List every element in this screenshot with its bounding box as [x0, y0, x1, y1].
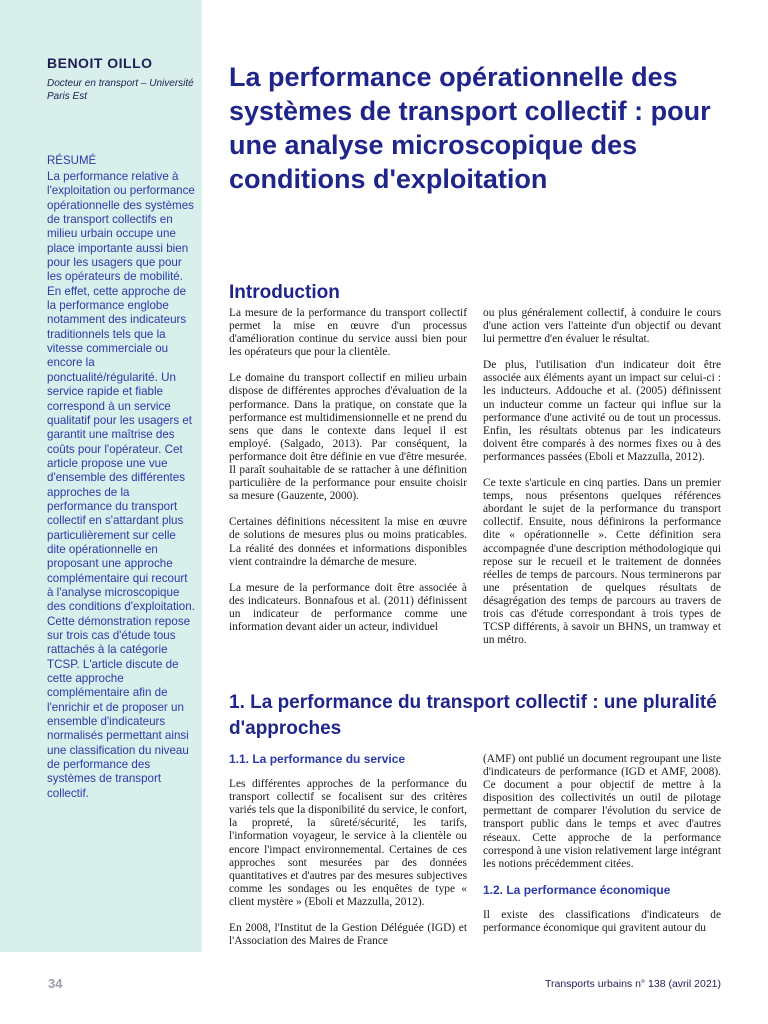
- page-number: 34: [48, 976, 63, 991]
- author-name: BENOIT OILLO: [47, 55, 153, 71]
- paragraph: (AMF) ont publié un document regroupant une liste d'indicateurs de performance (IGD et AMF, 2008). Ce document a pour objectif de mettre à la disposition des collectivités un outil de pilotage permettant de comparer l'évolution du service de transport public dans le temps et avec d'autres réseaux. Cette approche de la performance correspond à une vision relativement large intégrant les notions précédemment citées.: [483, 753, 721, 870]
- paragraph: La mesure de la performance du transport collectif permet la mise en œuvre d'un processus d'amélioration continue du service aussi bien pour les opérateurs que pour la clientèle.: [229, 307, 467, 359]
- subsection-1-2-heading: 1.2. La performance économique: [483, 882, 671, 897]
- section-1-column-2: [483, 753, 721, 948]
- section-1-heading: 1. La performance du transport collectif : une pluralité d'approches: [229, 692, 717, 739]
- intro-column-2: [483, 307, 721, 660]
- paragraph: Il existe des classifications d'indicateurs de performance économique qui gravitent autour du: [483, 908, 721, 935]
- paragraph: La mesure de la performance doit être associée à des indicateurs. Bonnafous et al. (2011) définissent un indicateur de performance comme une information devant aider un acteur, individuel: [229, 581, 467, 633]
- intro-heading: Introduction: [229, 282, 340, 303]
- abstract-sidebar: [0, 0, 202, 952]
- abstract-text: La performance relative à l'exploitation ou performance opérationnelle des systèmes de transport collectifs en milieu urbain occupe une place importante aussi bien pour les usagers que pour les opérateurs de mobilité. En effet, cette approche de la performance englobe notamment des indicateurs traditionnels tels que la vitesse commerciale ou encore la ponctualité/régularité. Un service rapide et fiable correspond à un service qualitatif pour les usagers et garantit une maîtrise des coûts pour l'opérateur. Cet article propose une vue d'ensemble des différentes approches de la performance du transport collectif en s'attardant plus particulièrement sur celle dite opérationnelle en proposant une approche complémentaire qui recourt à l'analyse microscopique des conditions d'exploitation. Cette démonstration repose sur trois cas d'étude tous rattachés à la catégorie TCSP. L'article discute de cette approche complémentaire afin de l'enrichir et de proposer un ensemble d'indicateurs normalisés permettant ainsi une classification du niveau de performance des systèmes de transport collectif.: [47, 170, 195, 800]
- paragraph: Le domaine du transport collectif en milieu urbain dispose de différentes approches d'évaluation de la performance. Dans la pratique, on constate que la performance est multidimensionnelle et ne prend du sens que dans le contexte dans lequel il est employé. (Salgado, 2013). Par conséquent, la performance doit être définie en vue d'être mesurée. Il paraît souhaitable de se rattacher à une définition particulière de la performance pour ensuite choisir sa mesure (Gauzente, 2000).: [229, 372, 467, 503]
- author-affiliation: Docteur en transport – Université Paris Est: [47, 78, 194, 102]
- section-1-column-1: [229, 753, 467, 961]
- paragraph: De plus, l'utilisation d'un indicateur doit être associée aux éléments ayant un impact sur celui-ci : les inducteurs. Addouche et al. (2005) définissent un inducteur comme un facteur qui influe sur la performance d'une activité ou de tout un processus. Enfin, les résultats obtenus par les indicateurs doivent être comparés à des normes fixes ou à des performances passées (Eboli et Mazzulla, 2012).: [483, 359, 721, 463]
- journal-reference: Transports urbains n° 138 (avril 2021): [545, 978, 721, 990]
- paragraph: ou plus généralement collectif, à conduire le cours d'une action vers l'atteinte d'un objectif ou devant lui permettre d'en évaluer le résultat.: [483, 307, 721, 346]
- subsection-1-1-heading: 1.1. La performance du service: [229, 752, 406, 766]
- article-title: La performance opérationnelle des systèmes de transport collectif : pour une analyse microscopique des conditions d'exploitation: [229, 62, 711, 194]
- paragraph: Les différentes approches de la performance du transport collectif se focalisent sur des critères variés tels que la disponibilité du service, le confort, la propreté, la sûreté/sécurité, les tarifs, l'information voyageur, le service à la clientèle ou encore l'impact environnemental. Certaines de ces approches sont mesurées par des données quantitatives et d'autres par des mesures subjectives comme les sondages ou les enquêtes de type « client mystère » (Eboli et Mazzulla, 2012).: [229, 778, 467, 908]
- abstract-heading: RÉSUMÉ: [47, 155, 97, 167]
- paragraph: Ce texte s'articule en cinq parties. Dans un premier temps, nous présentons quelques références abordant le sujet de la performance du transport collectif. Ensuite, nous définirons la performance dite « opérationnelle ». Cette définition sera accompagnée d'une description méthodologique qui repose sur le recueil et le traitement de données réelles de temps de parcours. Nous terminerons par une présentation de quelques résultats de désagrégation des temps de parcours au travers de trois cas d'étude correspondant à trois types de TCSP différents, à savoir un BHNS, un tramway et un métro.: [483, 477, 721, 647]
- paragraph: Certaines définitions nécessitent la mise en œuvre de solutions de mesures plus ou moins praticables. La réalité des données et informations disponibles vient contraindre la démarche de mesure.: [229, 516, 467, 568]
- paragraph: En 2008, l'Institut de la Gestion Déléguée (IGD) et l'Association des Maires de France: [229, 922, 467, 948]
- intro-column-1: [229, 307, 467, 647]
